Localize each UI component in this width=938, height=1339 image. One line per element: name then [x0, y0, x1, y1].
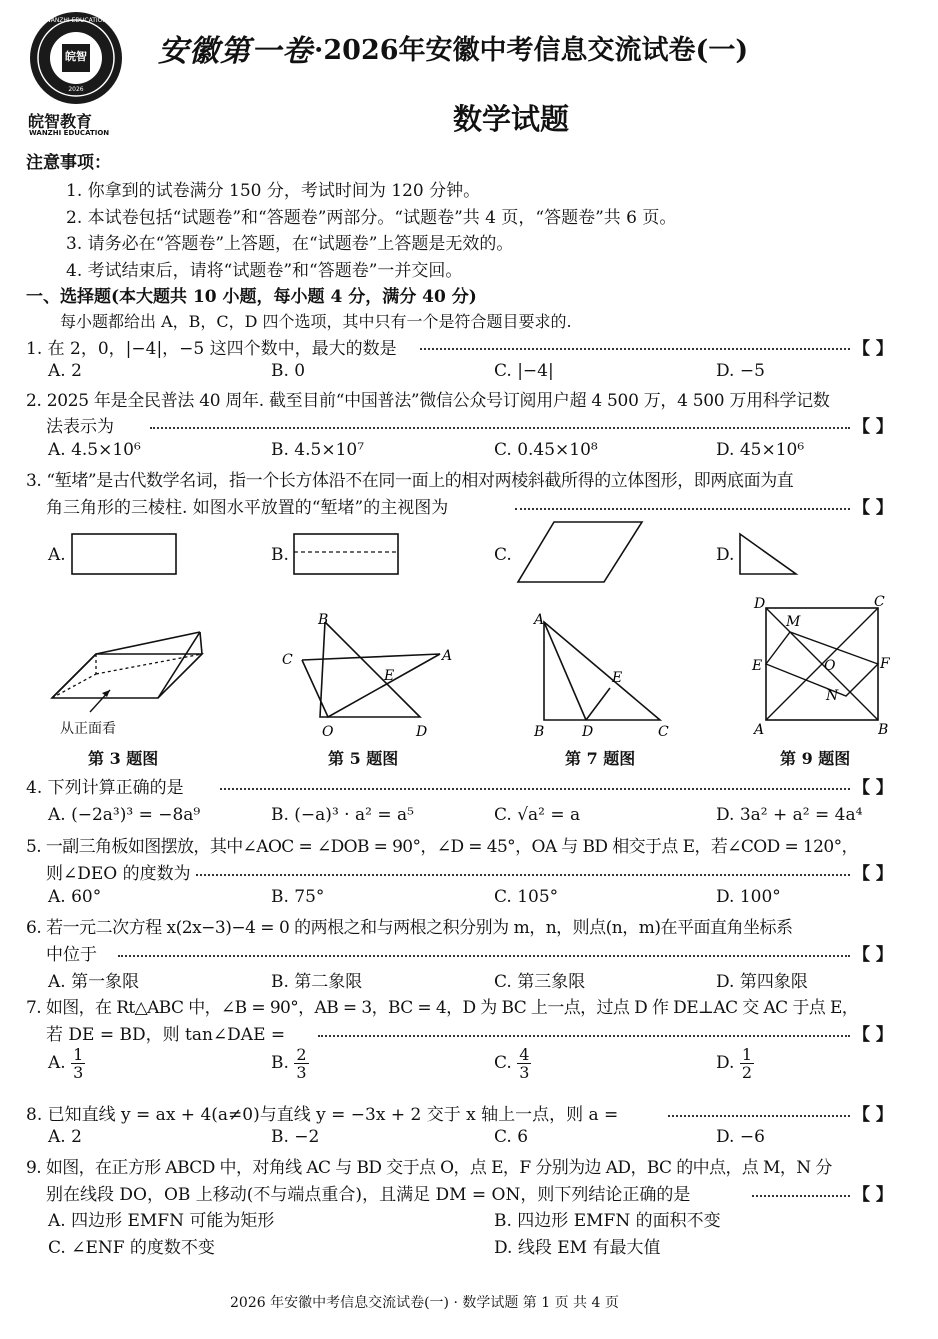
- logo-ring-text: WANZHI EDUCATION: [45, 17, 107, 24]
- q5-option-a: A. 60°: [48, 887, 102, 907]
- q6-leader-dots: [118, 955, 850, 957]
- q7-option-d-numerator: 1: [741, 1045, 753, 1064]
- q2-stem-line1: 2. 2025 年是全民普法 40 周年. 截至目前“中国普法”微信公众号订阅用户超 4 500 万，4 500 万用科学记数: [26, 391, 830, 411]
- q9-leader-dots: [752, 1195, 850, 1197]
- q3-option-c: C.: [494, 545, 512, 565]
- q3-leader-dots: [515, 508, 850, 510]
- fig5-label-a: A: [442, 648, 453, 664]
- q8-option-c: C. 6: [494, 1127, 529, 1147]
- fig7-label-b: B: [534, 724, 545, 740]
- q6-option-d: D. 第四象限: [716, 972, 808, 992]
- logo: [28, 8, 124, 136]
- fig5-label-e: E: [384, 668, 395, 684]
- q5-leader-dots: [196, 874, 850, 876]
- q8-option-a: A. 2: [48, 1127, 82, 1147]
- fig7-label-a: A: [534, 612, 545, 628]
- q7-option-d-denominator: 2: [741, 1063, 753, 1082]
- q7-stem-line1: 7. 如图，在 Rt△ABC 中，∠B = 90°，AB = 3，BC = 4，D 为 BC 上一点，过点 D 作 DE⊥AC 交 AC 于点 E，: [26, 998, 859, 1018]
- q3-stem-line1: 3. “堑堵”是古代数学名词，指一个长方体沿不在同一面上的相对两棱斜截所得的立体图形，即两底面为直: [26, 471, 794, 491]
- q6-option-a: A. 第一象限: [48, 972, 140, 992]
- logo-year: 2026: [68, 86, 84, 93]
- q9-stem-line1: 9. 如图，在正方形 ABCD 中，对角线 AC 与 BD 交于点 O，点 E，F 分别为边 AD，BC 的中点，点 M，N 分: [26, 1158, 832, 1178]
- fig9-label-b: B: [878, 722, 889, 738]
- section-instruction: 每小题都给出 A，B，C，D 四个选项，其中只有一个是符合题目要求的.: [60, 312, 572, 331]
- q9-option-d: D. 线段 EM 有最大值: [494, 1238, 661, 1258]
- q7-option-c: [494, 1046, 531, 1081]
- q2-option-d: D. 45×10⁶: [716, 440, 805, 460]
- notice-heading: 注意事项：: [26, 153, 111, 173]
- q6-stem-line2: 中位于: [46, 945, 97, 965]
- q4-option-d: D. 3a² + a² = 4a⁴: [716, 805, 863, 825]
- q5-option-c: C. 105°: [494, 887, 559, 907]
- q3-option-b: B.: [271, 545, 289, 565]
- fig9-label-f: F: [880, 656, 890, 672]
- q7-option-b-letter: B.: [271, 1053, 289, 1073]
- q6-stem-line1: 6. 若一元二次方程 x(2x−3)−4 = 0 的两根之和与两根之积分别为 m，n，则点(n，m)在平面直角坐标系: [26, 918, 793, 938]
- q7-option-b-numerator: 2: [296, 1045, 307, 1064]
- q6-answer-bracket: 【 】: [853, 945, 893, 965]
- q8-answer-bracket: 【 】: [853, 1105, 893, 1125]
- notice-item: 1. 你拿到的试卷满分 150 分，考试时间为 120 分钟。: [66, 181, 481, 201]
- q9-answer-bracket: 【 】: [853, 1185, 893, 1205]
- q3-option-c-figure: [516, 520, 646, 584]
- q1-stem: 1. 在 2，0，|−4|，−5 这四个数中，最大的数是: [26, 339, 397, 359]
- notice-item: 2. 本试卷包括“试题卷”和“答题卷”两部分。“试题卷”共 4 页，“答题卷”共 6 页。: [66, 208, 677, 228]
- logo-center-text: 皖智: [65, 50, 87, 63]
- q6-option-b: B. 第二象限: [271, 972, 363, 992]
- fig9-label-d: D: [754, 596, 766, 612]
- fig3-view-note: 从正面看: [60, 721, 116, 737]
- q3-option-d: D.: [716, 545, 735, 565]
- q7-option-b: [271, 1046, 309, 1081]
- q8-option-d: D. −6: [716, 1127, 765, 1147]
- q7-option-c-denominator: 3: [519, 1063, 530, 1082]
- q7-option-a-letter: A.: [48, 1053, 66, 1073]
- q1-answer-bracket: 【 】: [853, 339, 893, 359]
- page-footer: 2026 年安徽中考信息交流试卷(一) · 数学试题 第 1 页 共 4 页: [230, 1295, 619, 1311]
- q3-option-b-figure: [292, 532, 402, 578]
- q8-stem: 8. 已知直线 y = ax + 4(a≠0)与直线 y = −3x + 2 交于 x 轴上一点，则 a =: [26, 1105, 619, 1125]
- q3-answer-bracket: 【 】: [853, 498, 893, 518]
- q7-option-d-letter: D.: [716, 1053, 735, 1073]
- fig7-label-e: E: [612, 670, 623, 686]
- section-heading: 一、选择题(本大题共 10 小题，每小题 4 分，满分 40 分): [26, 287, 477, 307]
- fig9-label-o: O: [824, 658, 836, 674]
- q8-leader-dots: [668, 1115, 850, 1117]
- q3-option-d-figure: [738, 530, 800, 576]
- fig5-triangles-figure: [280, 612, 460, 742]
- q4-stem: 4. 下列计算正确的是: [26, 778, 184, 798]
- q5-answer-bracket: 【 】: [853, 864, 893, 884]
- q7-option-a-numerator: 1: [73, 1045, 84, 1064]
- q7-answer-bracket: 【 】: [853, 1025, 893, 1045]
- q7-option-b-denominator: 3: [296, 1063, 307, 1082]
- q9-option-a: A. 四边形 EMFN 可能为矩形: [48, 1211, 275, 1231]
- q6-option-c: C. 第三象限: [494, 972, 586, 992]
- fig9-label-n: N: [826, 688, 839, 704]
- q5-stem-line2: 则∠DEO 的度数为: [46, 864, 191, 884]
- q7-leader-dots: [318, 1035, 850, 1037]
- q9-option-c: C. ∠ENF 的度数不变: [48, 1238, 215, 1258]
- q8-option-b: B. −2: [271, 1127, 320, 1147]
- q1-leader-dots: [420, 348, 850, 350]
- header-calligraphy: 安徽第一卷: [158, 34, 313, 69]
- fig7-label-c: C: [658, 724, 669, 740]
- q1-option-b: B. 0: [271, 361, 306, 381]
- q4-leader-dots: [220, 788, 850, 790]
- q7-option-c-letter: C.: [494, 1053, 512, 1073]
- q2-leader-dots: [150, 427, 850, 429]
- q9-option-b: B. 四边形 EMFN 的面积不变: [494, 1211, 721, 1231]
- q3-option-a-figure: [70, 532, 180, 578]
- fig9-label-m: M: [786, 614, 801, 630]
- q5-option-d: D. 100°: [716, 887, 781, 907]
- fig7-label-d: D: [582, 724, 594, 740]
- q5-stem-line1: 5. 一副三角板如图摆放，其中∠AOC = ∠DOB = 90°，∠D = 45°，OA 与 BD 相交于点 E，若∠COD = 120°，: [26, 837, 858, 857]
- q2-answer-bracket: 【 】: [853, 417, 893, 437]
- page-title: ·2026年安徽中考信息交流试卷(一): [314, 35, 749, 66]
- fig3-caption: 第 3 题图: [88, 749, 159, 768]
- q3-stem-line2: 角三角形的三棱柱. 如图水平放置的“堑堵”的主视图为: [46, 498, 449, 518]
- logo-en-text: WANZHI EDUCATION: [29, 129, 110, 137]
- fig5-label-o: O: [322, 724, 334, 740]
- page-subtitle: 数学试题: [453, 102, 570, 136]
- q7-option-d: [716, 1046, 754, 1081]
- q4-option-a: A. (−2a³)³ = −8a⁹: [48, 805, 201, 825]
- q1-option-c: C. |−4|: [494, 361, 554, 381]
- q3-option-a: A.: [48, 545, 66, 565]
- fig9-label-e: E: [752, 658, 763, 674]
- logo-cn-text: 皖智教育: [28, 112, 93, 131]
- notice-item: 4. 考试结束后，请将“试题卷”和“答题卷”一并交回。: [66, 261, 463, 281]
- q4-answer-bracket: 【 】: [853, 778, 893, 798]
- fig5-label-c: C: [282, 652, 293, 668]
- fig9-label-a: A: [754, 722, 765, 738]
- fig9-label-c: C: [874, 594, 885, 610]
- q9-stem-line2: 别在线段 DO，OB 上移动(不与端点重合)，且满足 DM = ON，则下列结论正确的是: [46, 1185, 691, 1205]
- q7-option-a-denominator: 3: [73, 1063, 84, 1082]
- fig9-caption: 第 9 题图: [780, 749, 851, 768]
- fig5-label-d: D: [416, 724, 428, 740]
- fig9-square-figure: [750, 594, 910, 744]
- q2-option-b: B. 4.5×10⁷: [271, 440, 365, 460]
- q2-option-c: C. 0.45×10⁸: [494, 440, 598, 460]
- q4-option-c: C. √a² = a: [494, 805, 581, 825]
- fig5-label-b: B: [318, 612, 329, 628]
- fig3-prism-figure: [50, 624, 220, 704]
- q2-stem-line2: 法表示为: [46, 417, 114, 437]
- q4-option-b: B. (−a)³ · a² = a⁵: [271, 805, 414, 825]
- fig5-caption: 第 5 题图: [328, 749, 399, 768]
- fig7-caption: 第 7 题图: [565, 749, 636, 768]
- q1-option-d: D. −5: [716, 361, 765, 381]
- q1-option-a: A. 2: [48, 361, 82, 381]
- q5-option-b: B. 75°: [271, 887, 325, 907]
- q2-option-a: A. 4.5×10⁶: [48, 440, 141, 460]
- q7-stem-line2: 若 DE = BD，则 tan∠DAE =: [46, 1025, 286, 1045]
- fig7-triangle-figure: [530, 612, 690, 742]
- notice-item: 3. 请务必在“答题卷”上答题，在“试题卷”上答题是无效的。: [66, 234, 514, 254]
- q7-option-a: [48, 1046, 85, 1081]
- q7-option-c-numerator: 4: [519, 1045, 530, 1064]
